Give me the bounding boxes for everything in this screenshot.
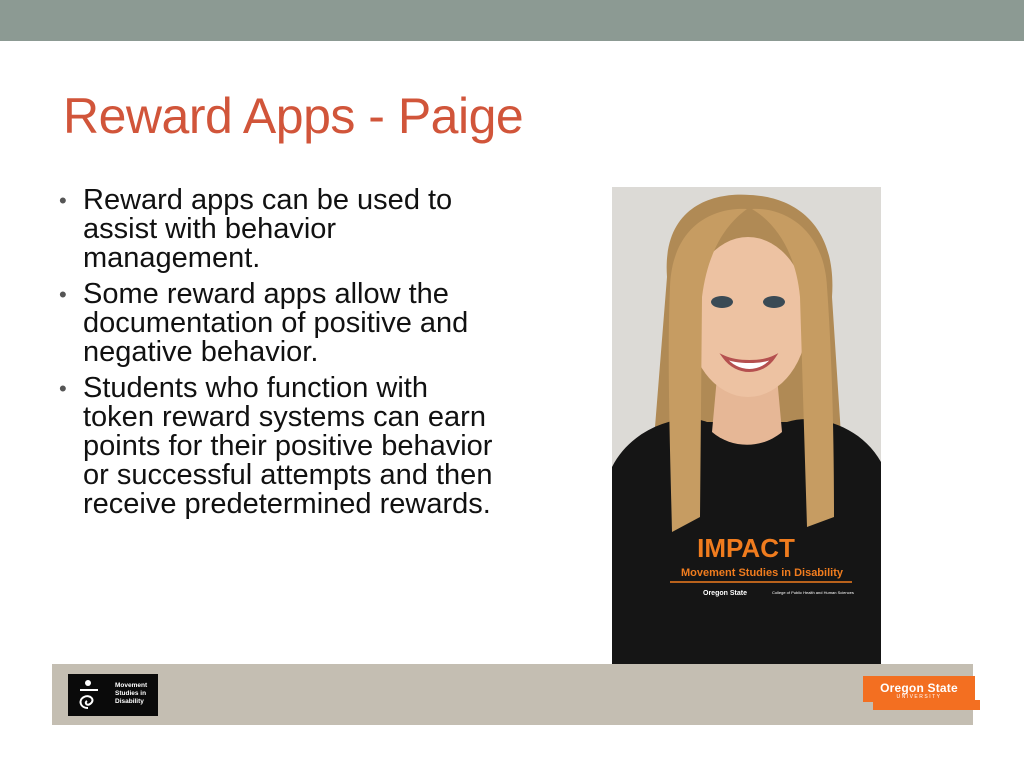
portrait-photo: [612, 187, 881, 664]
bullet-list: [56, 186, 501, 526]
spiral-icon: [74, 678, 110, 712]
oregon-state-logo-sub: UNIVERSITY: [896, 694, 942, 700]
bullet-icon: •: [59, 376, 67, 401]
movement-studies-logo-text: Movement Studies in Disability: [115, 682, 148, 705]
movement-studies-logo: [68, 674, 158, 716]
slide-title: Reward Apps - Paige: [63, 88, 524, 144]
bullet-item: [56, 186, 501, 273]
shirt-print-small-right: College of Public Health and Human Sciences: [772, 590, 854, 595]
oregon-state-logo: [863, 676, 980, 710]
footer-bar: [52, 664, 973, 725]
shirt-print-text: IMPACT: [697, 533, 795, 563]
bullet-text: Some reward apps allow the documentation of positive and negative behavior.: [83, 278, 469, 368]
shirt-print-small-left: Oregon State: [703, 590, 747, 597]
oregon-state-logo-name: Oregon State: [880, 681, 958, 695]
bullet-icon: •: [59, 188, 67, 213]
logo-main-shape: [863, 676, 975, 702]
bullet-text: Reward apps can be used to assist with behavior management.: [83, 184, 453, 274]
bullet-icon: •: [59, 282, 67, 307]
bullet-item: [56, 374, 501, 519]
bullet-text: Students who function with token reward systems can earn points for their positive behavior or successful attempts and then receive predetermined rewards.: [83, 372, 493, 520]
shirt-print-subtext: Movement Studies in Disability: [681, 567, 843, 579]
top-bar: [0, 0, 1024, 41]
bullet-item: [56, 280, 501, 367]
portrait-illustration: [612, 187, 881, 664]
